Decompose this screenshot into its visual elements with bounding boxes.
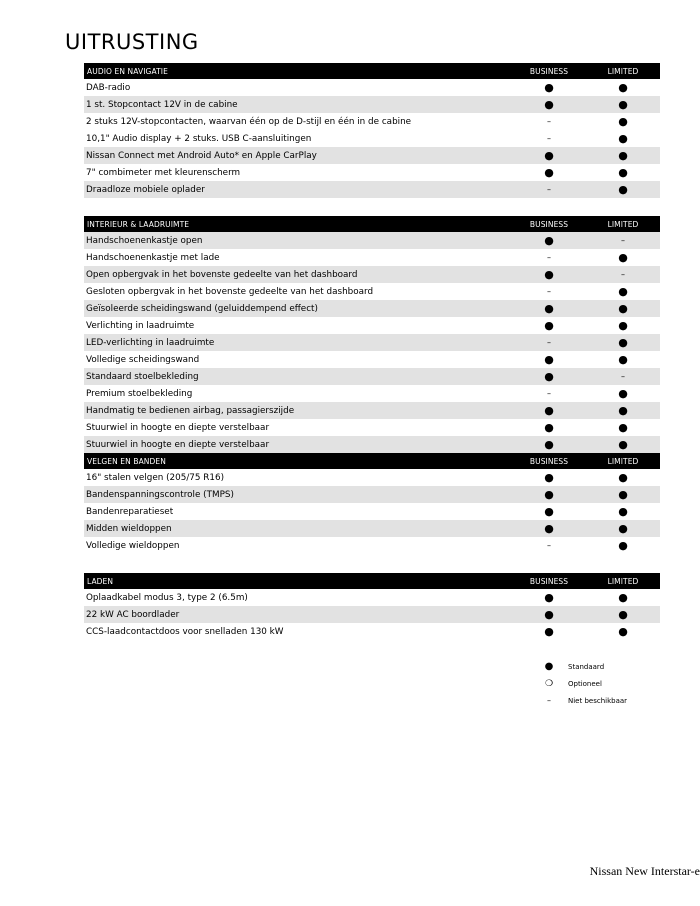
row-label: Handschoenenkastje open [86,235,203,246]
limited-value: ● [618,98,628,111]
column-business: BUSINESS [529,456,569,466]
row-label: Geïsoleerde scheidingswand (geluiddempend effect) [86,303,318,314]
limited-value: – [621,371,625,381]
limited-value: ● [618,353,628,366]
business-value: – [547,252,551,262]
table-row [84,503,660,520]
limited-value: ● [618,183,628,196]
business-value: – [547,337,551,347]
row-label: Volledige wieldoppen [86,540,180,551]
limited-value: ● [618,438,628,451]
column-limited: LIMITED [607,219,639,229]
legend-label: Optioneel [568,679,602,688]
business-value: – [547,540,551,550]
table-row [84,164,660,181]
table-row [84,537,660,554]
page-title: UITRUSTING [65,30,199,54]
table-row [84,368,660,385]
row-label: Standaard stoelbekleding [86,371,199,382]
limited-value: – [621,269,625,279]
row-label: 22 kW AC boordlader [86,609,180,620]
business-value: ● [544,404,554,417]
row-label: Volledige scheidingswand [86,354,200,365]
row-label: 1 st. Stopcontact 12V in de cabine [86,99,238,110]
row-label: Handmatig te bedienen airbag, passagierszijde [86,405,295,416]
business-value: ● [544,81,554,94]
table-row [84,317,660,334]
limited-value: ● [618,505,628,518]
table-row [84,232,660,249]
column-business: BUSINESS [529,66,569,76]
legend-label: Niet beschikbaar [568,696,628,705]
column-limited: LIMITED [607,456,639,466]
business-value: ● [544,149,554,162]
section-header [84,573,660,589]
section-header [84,63,660,79]
business-value: – [547,286,551,296]
table-row [84,436,660,453]
limited-value: ● [618,421,628,434]
table-row [84,96,660,113]
legend [530,658,680,709]
legend-item-standaard [530,658,680,675]
row-label: Open opbergvak in het bovenste gedeelte van het dashboard [86,269,358,280]
table-row [84,520,660,537]
limited-value: ● [618,81,628,94]
row-label: Bandenreparatieset [86,506,174,517]
table-row [84,266,660,283]
limited-value: – [621,235,625,245]
limited-value: ● [618,115,628,128]
row-label: Bandenspanningscontrole (TMPS) [86,489,234,500]
row-label: DAB-radio [86,82,131,93]
optional-circle-icon: ❍ [544,678,554,689]
business-value: ● [544,591,554,604]
section-title: INTERIEUR & LAADRUIMTE [87,219,190,229]
row-label: Handschoenenkastje met lade [86,252,220,263]
business-value: ● [544,268,554,281]
business-value: ● [544,438,554,451]
legend-label: Standaard [568,662,605,671]
row-label: CCS-laadcontactdoos voor snelladen 130 kW [86,626,284,637]
footer-model-name: Nissan New Interstar-e [589,864,700,878]
row-label: Stuurwiel in hoogte en diepte verstelbaar [86,439,270,450]
limited-value: ● [618,608,628,621]
row-label: Midden wieldoppen [86,523,172,534]
limited-value: ● [618,302,628,315]
row-label: Oplaadkabel modus 3, type 2 (6.5m) [86,592,248,603]
business-value: – [547,388,551,398]
business-value: – [547,133,551,143]
section-title: AUDIO EN NAVIGATIE [87,66,168,76]
table-row [84,130,660,147]
table-row [84,486,660,503]
business-value: ● [544,505,554,518]
table-row [84,147,660,164]
table-row [84,351,660,368]
business-value: ● [544,98,554,111]
limited-value: ● [618,336,628,349]
business-value: ● [544,353,554,366]
table-row [84,334,660,351]
limited-value: ● [618,387,628,400]
business-value: ● [544,522,554,535]
business-value: ● [544,625,554,638]
limited-value: ● [618,251,628,264]
business-value: – [547,184,551,194]
section-title: VELGEN EN BANDEN [87,456,166,466]
business-value: ● [544,234,554,247]
business-value: ● [544,608,554,621]
business-value: ● [544,488,554,501]
business-value: ● [544,421,554,434]
row-label: Verlichting in laadruimte [86,320,195,331]
row-label: Draadloze mobiele oplader [86,184,205,195]
business-value: ● [544,302,554,315]
standard-dot-icon: ● [544,661,554,672]
business-value: ● [544,370,554,383]
column-limited: LIMITED [607,66,639,76]
column-limited: LIMITED [607,576,639,586]
not-available-dash-icon: – [547,696,551,705]
table-row [84,402,660,419]
table-row [84,385,660,402]
row-label: 10,1" Audio display + 2 stuks. USB C-aansluitingen [86,133,312,144]
business-value: – [547,116,551,126]
business-value: ● [544,319,554,332]
row-label: Stuurwiel in hoogte en diepte verstelbaar [86,422,270,433]
limited-value: ● [618,522,628,535]
table-row [84,181,660,198]
table-row [84,283,660,300]
table-row [84,249,660,266]
row-label: 16" stalen velgen (205/75 R16) [86,472,225,483]
row-label: Nissan Connect met Android Auto* en Apple CarPlay [86,150,317,161]
limited-value: ● [618,319,628,332]
table-row [84,300,660,317]
table-row [84,606,660,623]
limited-value: ● [618,471,628,484]
section-audio-navigatie [84,63,660,198]
table-row [84,623,660,640]
limited-value: ● [618,404,628,417]
limited-value: ● [618,625,628,638]
limited-value: ● [618,591,628,604]
column-business: BUSINESS [529,576,569,586]
table-row [84,469,660,486]
legend-item-optioneel [530,675,680,692]
table-row [84,113,660,130]
row-label: LED-verlichting in laadruimte [86,337,215,348]
business-value: ● [544,166,554,179]
column-business: BUSINESS [529,219,569,229]
limited-value: ● [618,488,628,501]
section-interieur-laadruimte [84,216,660,554]
section-laden [84,573,660,640]
section-header [84,216,660,232]
table-row [84,589,660,606]
limited-value: ● [618,539,628,552]
limited-value: ● [618,132,628,145]
row-label: Gesloten opbergvak in het bovenste gedeelte van het dashboard [86,286,374,297]
table-row [84,79,660,96]
row-label: Premium stoelbekleding [86,388,193,399]
limited-value: ● [618,166,628,179]
row-label: 7" combimeter met kleurenscherm [86,167,241,178]
business-value: ● [544,471,554,484]
table-row [84,419,660,436]
section-header-velgen-banden [84,453,660,469]
row-label: 2 stuks 12V-stopcontacten, waarvan één op de D-stijl en één in de cabine [86,116,412,127]
limited-value: ● [618,285,628,298]
legend-item-niet-beschikbaar [530,692,680,709]
section-title: LADEN [87,576,114,586]
limited-value: ● [618,149,628,162]
